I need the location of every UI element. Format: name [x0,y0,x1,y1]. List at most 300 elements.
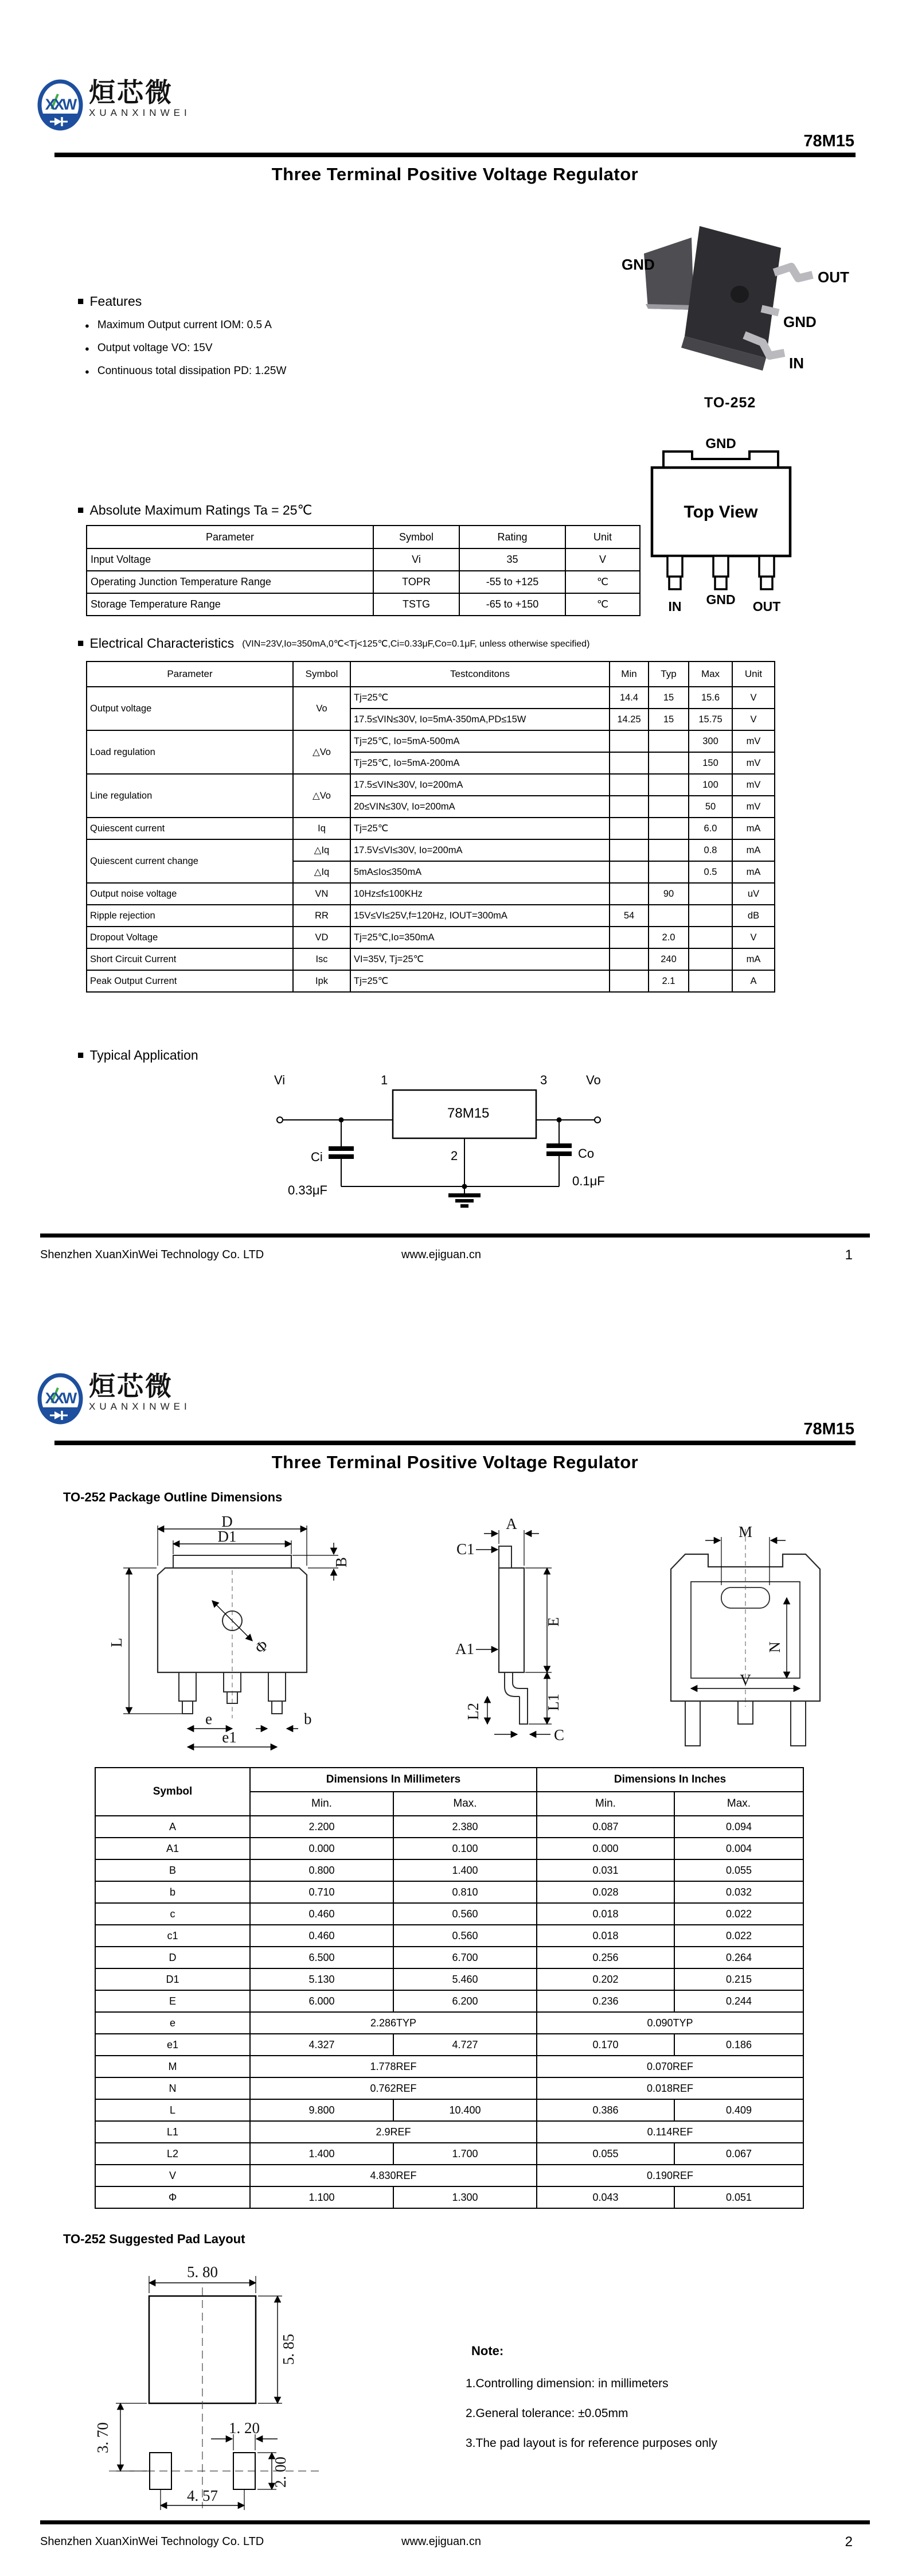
table-row [95,1859,803,1881]
table-row [95,1968,803,1990]
outline-rear-view [671,1523,820,1746]
features-heading-label: Features [89,294,142,309]
cell-unit: dB [732,905,775,927]
col-testconditions: Testconditons [350,661,610,687]
application-circuit-diagram [247,1067,614,1216]
cell-unit: mV [732,730,775,752]
cell-min [610,948,649,970]
cell-unit: ℃ [565,593,640,616]
cell: 0.460 [250,1903,393,1925]
cell-max: 0.8 [689,839,732,861]
cell-typ [649,752,689,774]
dim-label-N: N [766,1641,783,1653]
table-row [87,548,640,571]
cell-parameter: Output voltage [87,687,293,730]
cell-symbol: D [95,1947,250,1968]
cell-rating: 35 [459,548,565,571]
cell-min [610,839,649,861]
cell-parameter: Load regulation [87,730,293,774]
cell-max [689,948,732,970]
lead-gnd [761,309,779,313]
col-inches: Dimensions In Inches [537,1768,803,1792]
header-rule [54,153,856,157]
cell-cond: Tj=25℃ [350,970,610,992]
table-row [87,883,775,905]
col-mm: Dimensions In Millimeters [250,1768,537,1792]
cell-typ: 15 [649,687,689,709]
brand-name-chinese: 烜芯微 [89,77,173,108]
feature-text: Output voltage VO: 15V [97,342,213,354]
cell-symbol: Vo [293,687,350,730]
top-view-pin2-label: GND [706,592,736,607]
pin-label-in: IN [789,355,804,372]
cell: 0.067 [674,2143,803,2165]
cell: 2.380 [393,1816,537,1838]
col-mm-max: Max. [393,1792,537,1816]
top-view-pins [667,556,774,589]
table-row [95,2143,803,2165]
cell-symbol: RR [293,905,350,927]
dim-label-C: C [554,1726,565,1744]
cell-parameter: Output noise voltage [87,883,293,905]
cell-typ [649,796,689,818]
cell-unit: A [732,970,775,992]
brand-name-chinese: 烜芯微 [89,1371,173,1402]
pad-dim-gap: 3. 70 [94,2422,111,2453]
cell-unit: mA [732,839,775,861]
cell-typ: 2.1 [649,970,689,992]
top-view-diagram [648,433,866,617]
outline-heading: TO-252 Package Outline Dimensions [63,1490,283,1504]
cell-symbol: L2 [95,2143,250,2165]
cell: 0.004 [674,1838,803,1859]
circuit-pin1-label: 1 [381,1073,388,1087]
cell-symbol: e1 [95,2034,250,2056]
cell-unit: V [732,927,775,948]
circuit-co-value: 0.1μF [572,1174,605,1188]
brand-name-english: XUANXINWEI [89,1401,191,1412]
cell: 0.186 [674,2034,803,2056]
cell-parameter: Line regulation [87,774,293,818]
cell-cond: 17.5≤VIN≤30V, Io=200mA [350,774,610,796]
feature-text: Continuous total dissipation PD: 1.25W [97,365,287,377]
cell: 0.560 [393,1925,537,1947]
cell: 0.087 [537,1816,674,1838]
dim-label-e: e [205,1710,212,1727]
table-row [87,571,640,593]
logo-monogram: XXW [45,96,76,113]
dim-label-V: V [740,1671,751,1688]
cell: 1.700 [393,2143,537,2165]
brand-name-english: XUANXINWEI [89,107,191,118]
cell: 0.800 [250,1859,393,1881]
note-item: 3.The pad layout is for reference purposes only [466,2437,717,2450]
rear-view-legs [685,1701,806,1746]
col-parameter: Parameter [87,526,373,548]
square-bullet-icon: ■ [77,637,84,649]
cell-typ [649,818,689,839]
cell-rating: -65 to +150 [459,593,565,616]
cell-min [610,818,649,839]
cell-span: 0.762REF [250,2077,537,2099]
cell: 2.200 [250,1816,393,1838]
top-view-pin3-label: OUT [752,599,781,614]
footer-company: Shenzhen XuanXinWei Technology Co. LTD [40,1248,264,1261]
package-3d-image [614,218,900,407]
cell-symbol: D1 [95,1968,250,1990]
table-row [95,1947,803,1968]
cell-parameter: Dropout Voltage [87,927,293,948]
cell-span: 0.070REF [537,2056,803,2077]
cell-symbol: N [95,2077,250,2099]
feature-text: Maximum Output current IOM: 0.5 A [97,319,272,331]
cell-typ: 240 [649,948,689,970]
pin-label-gnd: GND [783,313,817,330]
cell-cond: 10Hz≤f≤100KHz [350,883,610,905]
dim-label-C1: C1 [456,1540,475,1558]
cell-typ: 15 [649,709,689,730]
col-typ: Typ [649,661,689,687]
dot-bullet-icon: ● [85,367,89,376]
cell-symbol: △Vo [293,730,350,774]
circuit-ci-label: Ci [311,1150,323,1164]
part-number: 78M15 [803,1420,854,1438]
top-view-body-label: Top View [684,503,758,522]
col-unit: Unit [565,526,640,548]
cell-min [610,970,649,992]
cell-unit: V [732,687,775,709]
cell-symbol: B [95,1859,250,1881]
dim-label-D1: D1 [217,1528,237,1545]
dim-label-B: B [333,1557,350,1568]
circuit-pin3-label: 3 [540,1073,548,1087]
cell-typ [649,905,689,927]
brand-logo-icon [37,79,83,131]
cell-symbol: e [95,2012,250,2034]
cell-symbol: E [95,1990,250,2012]
cell-parameter: Input Voltage [87,548,373,571]
pin-label-out: OUT [818,269,849,286]
cell: 0.022 [674,1903,803,1925]
cell-symbol: V [95,2165,250,2186]
cell-parameter: Quiescent current change [87,839,293,883]
table-row [87,687,775,709]
col-in-max: Max. [674,1792,803,1816]
cell-unit: uV [732,883,775,905]
cell: 4.327 [250,2034,393,2056]
cell-min [610,883,649,905]
table-row [87,927,775,948]
cell-symbol: b [95,1881,250,1903]
col-symbol: Symbol [95,1768,250,1816]
cell: 1.400 [250,2143,393,2165]
cell-symbol: Φ [95,2186,250,2208]
brand-logo [37,1373,191,1425]
cell-max [689,883,732,905]
cell-unit: mV [732,774,775,796]
footer-rule [40,1233,870,1238]
feature-item [85,319,272,332]
page-number: 1 [845,1247,853,1263]
table-row [95,1838,803,1859]
cell: 0.031 [537,1859,674,1881]
table-row [95,2121,803,2143]
brand-logo-icon [37,1373,83,1425]
cell-parameter: Short Circuit Current [87,948,293,970]
cell-symbol: L [95,2099,250,2121]
top-view-pin1-label: IN [668,599,682,614]
cell-span: 0.018REF [537,2077,803,2099]
typical-app-heading [77,1048,198,1063]
cell: 0.100 [393,1838,537,1859]
top-view-tab-label: GND [705,436,736,452]
cell: 0.386 [537,2099,674,2121]
cell-max: 300 [689,730,732,752]
table-row [87,839,775,861]
dim-label-L2: L2 [464,1703,482,1720]
cell: 0.028 [537,1881,674,1903]
cell: 6.500 [250,1947,393,1968]
cell: 0.000 [250,1838,393,1859]
table-row [95,2099,803,2121]
cell-cond: 17.5≤VIN≤30V, Io=5mA-350mA,PD≤15W [350,709,610,730]
pad-dim-pad-width: 1. 20 [229,2419,260,2437]
cell: 0.810 [393,1881,537,1903]
cell: 0.055 [674,1859,803,1881]
cell: 0.043 [537,2186,674,2208]
outline-front-view [108,1513,350,1747]
cell-symbol: △Iq [293,839,350,861]
cell: 1.300 [393,2186,537,2208]
cell-typ [649,839,689,861]
elec-heading [77,636,589,651]
part-number: 78M15 [803,132,854,150]
features-heading [77,294,142,309]
cell: 0.051 [674,2186,803,2208]
cell-min [610,752,649,774]
cell-unit: V [732,709,775,730]
cell-unit: mA [732,861,775,883]
abs-max-table [86,525,640,616]
table-header-row [95,1768,803,1792]
cell-symbol: △Vo [293,774,350,818]
cell-min: 14.25 [610,709,649,730]
cell-min [610,861,649,883]
cell: 0.236 [537,1990,674,2012]
cell-cond: Tj=25℃, Io=5mA-500mA [350,730,610,752]
page-number: 2 [845,2534,853,2550]
cell-parameter: Ripple rejection [87,905,293,927]
cell: 0.244 [674,1990,803,2012]
cell-parameter: Operating Junction Temperature Range [87,571,373,593]
package-3d-body [644,226,813,371]
table-row [87,818,775,839]
col-unit: Unit [732,661,775,687]
square-bullet-icon: ■ [77,1049,84,1061]
brand-logo [37,79,191,131]
cell-unit: mV [732,796,775,818]
cell: 6.200 [393,1990,537,2012]
cell-symbol: Iq [293,818,350,839]
cell-symbol: A1 [95,1838,250,1859]
cell: 0.560 [393,1903,537,1925]
outline-side-view [455,1515,564,1744]
square-bullet-icon: ■ [77,504,84,516]
circuit-ci-value: 0.33μF [288,1183,327,1197]
pad-dim-width: 5. 80 [187,2263,218,2281]
table-row [95,2077,803,2099]
cell: 5.130 [250,1968,393,1990]
dim-label-e1: e1 [222,1729,237,1746]
cell-symbol: TSTG [373,593,459,616]
dot-bullet-icon: ● [85,344,89,353]
table-row [95,1816,803,1838]
dim-label-D: D [221,1513,233,1530]
cell-symbol: △Iq [293,861,350,883]
cell-parameter: Quiescent current [87,818,293,839]
cell-max [689,970,732,992]
circuit-vi-label: Vi [274,1073,286,1087]
cell-cond: Tj=25℃,Io=350mA [350,927,610,948]
cell-span: 4.830REF [250,2165,537,2186]
footer-website: www.ejiguan.cn [401,2535,481,2548]
cell-cond: VI=35V, Tj=25℃ [350,948,610,970]
table-row [95,2186,803,2208]
table-header-row [87,526,640,548]
cell-typ [649,861,689,883]
cell-min [610,796,649,818]
cell: 6.700 [393,1947,537,1968]
cell-span: 0.090TYP [537,2012,803,2034]
cell-max: 100 [689,774,732,796]
cell-min: 54 [610,905,649,927]
pin-label-gnd-tab: GND [622,256,655,273]
footer-rule [40,2520,870,2524]
cell-symbol: L1 [95,2121,250,2143]
cell-max [689,927,732,948]
dim-label-L: L [108,1637,125,1648]
table-row [95,2034,803,2056]
cell-min [610,774,649,796]
elec-heading-label: Electrical Characteristics [89,636,235,651]
table-row [87,593,640,616]
typical-app-heading-label: Typical Application [89,1048,198,1063]
cell: 5.460 [393,1968,537,1990]
abs-max-heading [77,503,312,518]
dim-label-A: A [506,1515,517,1532]
cell-max: 15.75 [689,709,732,730]
cell-symbol: c [95,1903,250,1925]
table-row [87,970,775,992]
cell: 1.400 [393,1859,537,1881]
cell: 0.264 [674,1947,803,1968]
table-header-row [87,661,775,687]
cell-symbol: VN [293,883,350,905]
table-row [95,1925,803,1947]
note-heading: Note: [471,2344,504,2358]
abs-max-heading-label: Absolute Maximum Ratings Ta = 25℃ [89,503,313,517]
circuit-pin2-label: 2 [451,1149,458,1163]
cell-max: 0.5 [689,861,732,883]
cell: 9.800 [250,2099,393,2121]
circuit-co-label: Co [578,1146,595,1161]
cell-max: 150 [689,752,732,774]
cell-symbol: Ipk [293,970,350,992]
footer-website: www.ejiguan.cn [401,1248,481,1261]
pad-layout-heading: TO-252 Suggested Pad Layout [63,2232,245,2246]
dim-label-M: M [738,1523,753,1540]
cell: 0.000 [537,1838,674,1859]
table-row [95,1881,803,1903]
pad-layout-drawing [75,2253,361,2514]
dim-label-E: E [545,1617,562,1627]
circuit-vo-label: Vo [586,1073,601,1087]
package-caption: TO-252 [704,395,756,411]
table-row [87,730,775,752]
cell: 0.215 [674,1968,803,1990]
cell-typ [649,774,689,796]
cell-unit: mV [732,752,775,774]
cell-min [610,730,649,752]
pad-dim-pad-height: 2. 00 [272,2457,289,2488]
col-symbol: Symbol [373,526,459,548]
cell-unit: V [565,548,640,571]
pad-dim-height: 5. 85 [280,2334,297,2365]
dim-label-phi: Φ [251,1636,272,1657]
document-title: Three Terminal Positive Voltage Regulator [271,1452,639,1472]
lead-out [774,267,813,278]
cell-rating: -55 to +125 [459,571,565,593]
cell-span: 1.778REF [250,2056,537,2077]
cell-span: 0.114REF [537,2121,803,2143]
cell: 0.256 [537,1947,674,1968]
table-row [95,2056,803,2077]
header-rule [54,1441,856,1445]
document-title: Three Terminal Positive Voltage Regulator [271,164,639,184]
electrical-characteristics-table [86,661,775,993]
elec-conditions: (VIN=23V,Io=350mA,0℃<Tj<125℃,Ci=0.33μF,Co=0.1μF, unless otherwise specified) [242,639,590,649]
cell-cond: Tj=25℃ [350,687,610,709]
cell-unit: mA [732,948,775,970]
cell: 0.094 [674,1816,803,1838]
cell-typ: 90 [649,883,689,905]
cell: 0.018 [537,1903,674,1925]
col-rating: Rating [459,526,565,548]
logo-monogram: XXW [45,1390,76,1407]
cell: 0.018 [537,1925,674,1947]
table-row [87,948,775,970]
cell-symbol: Isc [293,948,350,970]
cell-max: 50 [689,796,732,818]
col-max: Max [689,661,732,687]
cell-cond: 20≤VIN≤30V, Io=200mA [350,796,610,818]
cell-symbol: TOPR [373,571,459,593]
dim-label-A1: A1 [455,1640,474,1657]
cell-span: 0.190REF [537,2165,803,2186]
square-bullet-icon: ■ [77,295,84,308]
cell: 4.727 [393,2034,537,2056]
package-outline-drawing [63,1511,866,1757]
cell-parameter: Peak Output Current [87,970,293,992]
col-in-min: Min. [537,1792,674,1816]
cell-min [610,927,649,948]
cell-cond: Tj=25℃ [350,818,610,839]
cell-parameter: Storage Temperature Range [87,593,373,616]
cell: 0.409 [674,2099,803,2121]
cell-cond: 5mA≤Io≤350mA [350,861,610,883]
cell: 0.710 [250,1881,393,1903]
col-mm-min: Min. [250,1792,393,1816]
